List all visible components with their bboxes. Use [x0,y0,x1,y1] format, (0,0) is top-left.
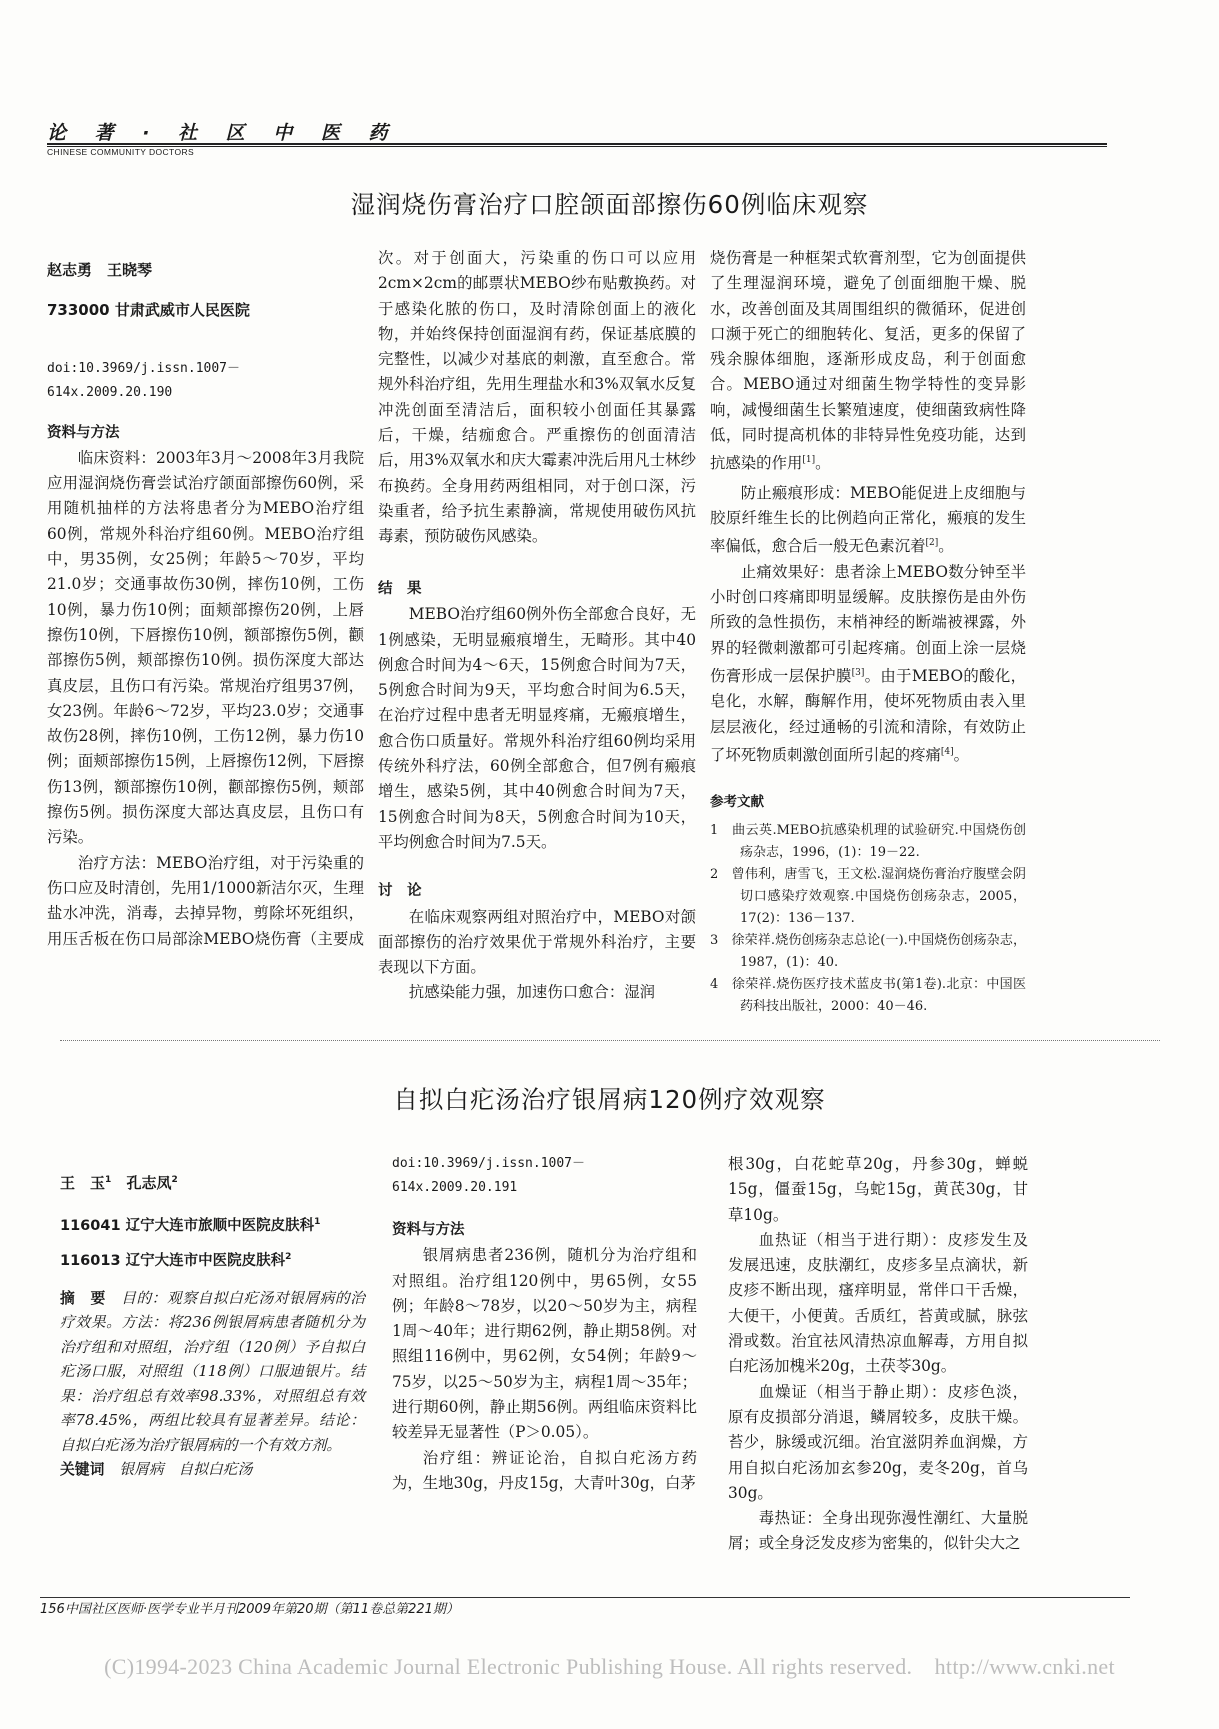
article2-affiliation-1 [60,1210,365,1239]
reference-item: 3 徐荣祥.烧伤创疡杂志总论(一).中国烧伤创疡杂志，1987，(1)：40. [710,932,1026,970]
article2-column-3 [728,1152,1028,1557]
article2-affiliation-2 [60,1245,365,1274]
article2-heading-methods: 资料与方法 [392,1222,465,1238]
article1-affiliation: 733000 甘肃武威市人民医院 [47,301,250,320]
article1-paragraph-anti-infection-start: 抗感染能力强，加速伤口愈合：湿润 [408,983,656,1002]
article2-author-1: 王 玉 [60,1174,106,1192]
punct: 。 [953,746,970,765]
citation-3: [3] [851,668,865,678]
keywords-text: 银屑病 自拟白疕汤 [119,1461,253,1479]
journal-section-title: 论 著 · 社 区 中 医 药 [47,122,399,144]
header-rule [47,143,1107,145]
article1-column-3 [710,246,1026,1018]
article2-keywords [60,1458,365,1483]
author-mark: 2 [171,1175,178,1185]
article1-paragraph-treatment-part1: 治疗方法：MEBO治疗组，对于污染重的伤口应及时清创，先用1/1000新洁尔灭，生理盐水冲洗，消毒，去掉异物，剪除坏死组织，用压舌板在伤口局部涂MEBO烧伤膏（主要成 [47,853,364,948]
article1-heading-results: 结 果 [378,581,422,597]
punct: 。 [938,537,954,556]
article1-pain-text-2: 。由于MEBO的酸化，皂化，水解，酶解作用，使坏死物质由表入里层层液化，经过通畅的引流和清除，有效防止了坏死物质刺激创面所引起的疼痛 [710,667,1026,765]
article1-paragraph-treatment-cont: 次。对于创面大，污染重的伤口可以应用2cm×2cm的邮票状MEBO纱布贴敷换药。对于感染化脓的伤口，及时清除创面上的液化物，并始终保持创面湿润有药，保证基底膜的完整性，以减少对基底的刺激，直至愈合。常规外科治疗组，先用生理盐水和3%双氧水反复冲洗创面至清洁后，面积较小创面任其暴露后，干燥，结痂愈合。严重擦伤的创面清洁后，用3%双氧水和庆大霉素冲洗后用凡士林纱布换药。全身用药两组相同，对于创口深，污染重者，给予抗生素静滴，常规使用破伤风抗毒素，预防破伤风感染。 [378,249,696,546]
citation-2: [2] [925,538,939,549]
aff-mark: 2 [285,1252,292,1263]
article2-column-1 [60,1168,365,1483]
page-footer: 156中国社区医师·医学专业半月刊2009年第20期（第11卷总第221期） [40,1602,459,1617]
article1-doi: doi:10.3969/j.issn.1007－614x.2009.20.190 [47,360,241,400]
article1-column-1 [47,258,364,953]
article1-references-heading: 参考文献 [710,794,764,811]
article2-abstract [60,1287,365,1459]
aff-mark: 1 [314,1217,321,1228]
journal-subtitle: CHINESE COMMUNITY DOCTORS [47,147,195,157]
article1-paragraph-discussion: 在临床观察两组对照治疗中，MEBO对颌面部擦伤的治疗效果优于常规外科治疗，主要表现以下方面。 [378,907,696,977]
article1-anti-infection-text: 烧伤膏是一种框架式软膏剂型，它为创面提供了生理湿润环境，避免了创面细胞干燥、脱水，改善创面及其周围组织的微循环，促进创口濒于死亡的细胞转化、复活，更多的保留了残余腺体细胞，逐渐形成皮岛，利于创面愈合。MEBO通过对细菌生物学特性的变异影响，减慢细菌生长繁殖速度，使细菌致病性降低，同时提高机体的非特异性免疫功能，达到抗感染的作用 [710,249,1026,473]
article1-authors: 赵志勇 王晓琴 [47,261,153,279]
article2-paragraph-blood-heat: 血热证（相当于进行期）：皮疹发生及发展迅速，皮肤潮红，皮疹多呈点滴状，新皮疹不断出现，瘙痒明显，常伴口干舌燥，大便干，小便黄。舌质红，苔黄或腻，脉弦滑或数。治宜祛风清热凉血解毒，方用自拟白疕汤加槐米20g，土茯苓30g。 [728,1230,1028,1376]
copyright-watermark: (C)1994-2023 China Academic Journal Electronic Publishing House. All rights reserved. http://www.cnki.net [104,1654,1115,1679]
article2-authors [60,1168,365,1196]
article1-paragraph-scar [710,481,1026,560]
keywords-label: 关键词 [60,1461,105,1479]
article1-paragraph-pain [710,560,1026,769]
abstract-label: 摘 要 [60,1289,106,1307]
reference-item: 2 曾伟利，唐雪飞，王文松.湿润烧伤膏治疗腹壁会阴切口感染疗效观察.中国烧伤创疡杂志，2005，17(2)：136－137. [710,866,1026,926]
article2-doi: doi:10.3969/j.issn.1007－614x.2009.20.191 [392,1156,586,1195]
article2-paragraph-treatment-start: 治疗组：辨证论治，自拟白疕汤方药为，生地30g，丹皮15g，大青叶30g，白茅 [392,1448,697,1492]
citation-1: [1] [802,455,816,466]
article2-author-2: 孔志凤 [126,1174,172,1192]
article1-paragraph-anti-infection [710,246,1026,477]
article2-paragraph-data: 银屑病患者236例，随机分为治疗组和对照组。治疗组120例中，男65例，女55例；年龄8～78岁，以20～50岁为主，病程1周～40年；进行期62例，静止期58例。对照组116例中，男62例，女54例；年龄9～75岁，以25～50岁为主，病程1周～35年；进行期60例，静止期56例。两组临床资料比较差异无显著性（P＞0.05）。 [392,1246,697,1442]
article1-paragraph-results: MEBO治疗组60例外伤全部愈合良好，无1例感染，无明显瘢痕增生，无畸形。其中40例愈合时间为4～6天，15例愈合时间为7天，5例愈合时间为9天，平均愈合时间为6.5天，在治疗过程中患者无明显疼痛，无瘢痕增生，愈合伤口质量好。常规外科治疗组60例均采用传统外科疗法，60例全部愈合，但7例有瘢痕增生，感染5例，其中40例愈合时间为7天，15例愈合时间为8天，5例愈合时间为10天，平均例愈合时间为7.5天。 [378,605,696,851]
article2-paragraph-treatment-cont: 根30g，白花蛇草20g，丹参30g，蝉蜕15g，僵蚕15g，乌蛇15g，黄芪30g，甘草10g。 [728,1155,1028,1224]
aff-text: 116041 辽宁大连市旅顺中医院皮肤科 [60,1218,315,1235]
article1-heading-discussion: 讨 论 [378,883,422,900]
article1-paragraph-clinical-data: 临床资料：2003年3月～2008年3月我院应用湿润烧伤膏尝试治疗颌面部擦伤60例，采用随机抽样的方法将患者分为MEBO治疗组60例，常规外科治疗组60例。MEBO治疗组中，男35例，女25例；年龄5～70岁，平均21.0岁；交通事故伤30例，摔伤10例，工伤10例，暴力伤10例；面颊部擦伤20例，上唇擦伤10例，下唇擦伤10例，额部擦伤5例，颧部擦伤5例，颊部擦伤10例。损伤深度大部达真皮层，且伤口有污染。常规治疗组男37例，女23例。年龄6～72岁，平均23.0岁；交通事故伤28例，摔伤10例，工伤12例，暴力伤10例；面颊部擦伤15例，上唇擦伤12例，下唇擦伤13例，额部擦伤10例，颧部擦伤5例，颊部擦伤5例。损伤深度大部达真皮层，且伤口有污染。 [47,448,364,847]
author-mark: 1 [105,1175,112,1185]
reference-item: 4 徐荣祥.烧伤医疗技术蓝皮书(第1卷).北京：中国医药科技出版社，2000：40－46. [710,976,1026,1014]
article1-pain-text: 止痛效果好：患者涂上MEBO数分钟至半小时创口疼痛即明显缓解。皮肤擦伤是由外伤所致的急性损伤，末梢神经的断端被裸露，外界的轻微刺激都可引起疼痛。创面上涂一层烧伤膏形成一层保护膜 [710,562,1026,686]
article1-heading-methods: 资料与方法 [47,424,120,441]
header-rule-thin [47,146,1107,147]
aff-text: 116013 辽宁大连市中医院皮肤科 [60,1253,286,1270]
article2-paragraph-blood-dry: 血燥证（相当于静止期）：皮疹色淡，原有皮损部分消退，鳞屑较多，皮肤干燥。苔少，脉缓或沉细。治宜滋阴养血润燥，方用自拟白疕汤加玄参20g，麦冬20g，首乌30g。 [728,1382,1028,1502]
punct: 。 [815,454,831,473]
reference-item: 1 曲云英.MEBO抗感染机理的试验研究.中国烧伤创疡杂志，1996，(1)：19－22. [710,822,1026,860]
article1-column-2 [378,246,696,1005]
article2-title: 自拟白疕汤治疗银屑病120例疗效观察 [393,1085,826,1114]
article1-scar-text: 防止瘢痕形成：MEBO能促进上皮细胞与胶原纤维生长的比例趋向正常化，瘢痕的发生率偏低，愈合后一般无色素沉着 [710,483,1026,556]
article-separator [60,1040,1160,1041]
article1-reference-list [710,820,1026,1018]
article2-paragraph-toxic-heat: 毒热证：全身出现弥漫性潮红、大量脱屑；或全身泛发皮疹为密集的，似针尖大之 [728,1509,1028,1553]
abstract-text: 目的：观察自拟白疕汤对银屑病的治疗效果。方法：将236例银屑病患者随机分为治疗组和对照组，治疗组（120例）予自拟白疕汤口服，对照组（118例）口服迪银片。结果：治疗组总有效率98.33%，对照组总有效率78.45%，两组比较具有显著差异。结论：自拟白疕汤为治疗银屑病的一个有效方剂。 [60,1289,365,1454]
article1-title: 湿润烧伤膏治疗口腔颌面部擦伤60例临床观察 [350,190,869,219]
citation-4: [4] [940,747,954,758]
article2-column-2 [392,1152,697,1496]
